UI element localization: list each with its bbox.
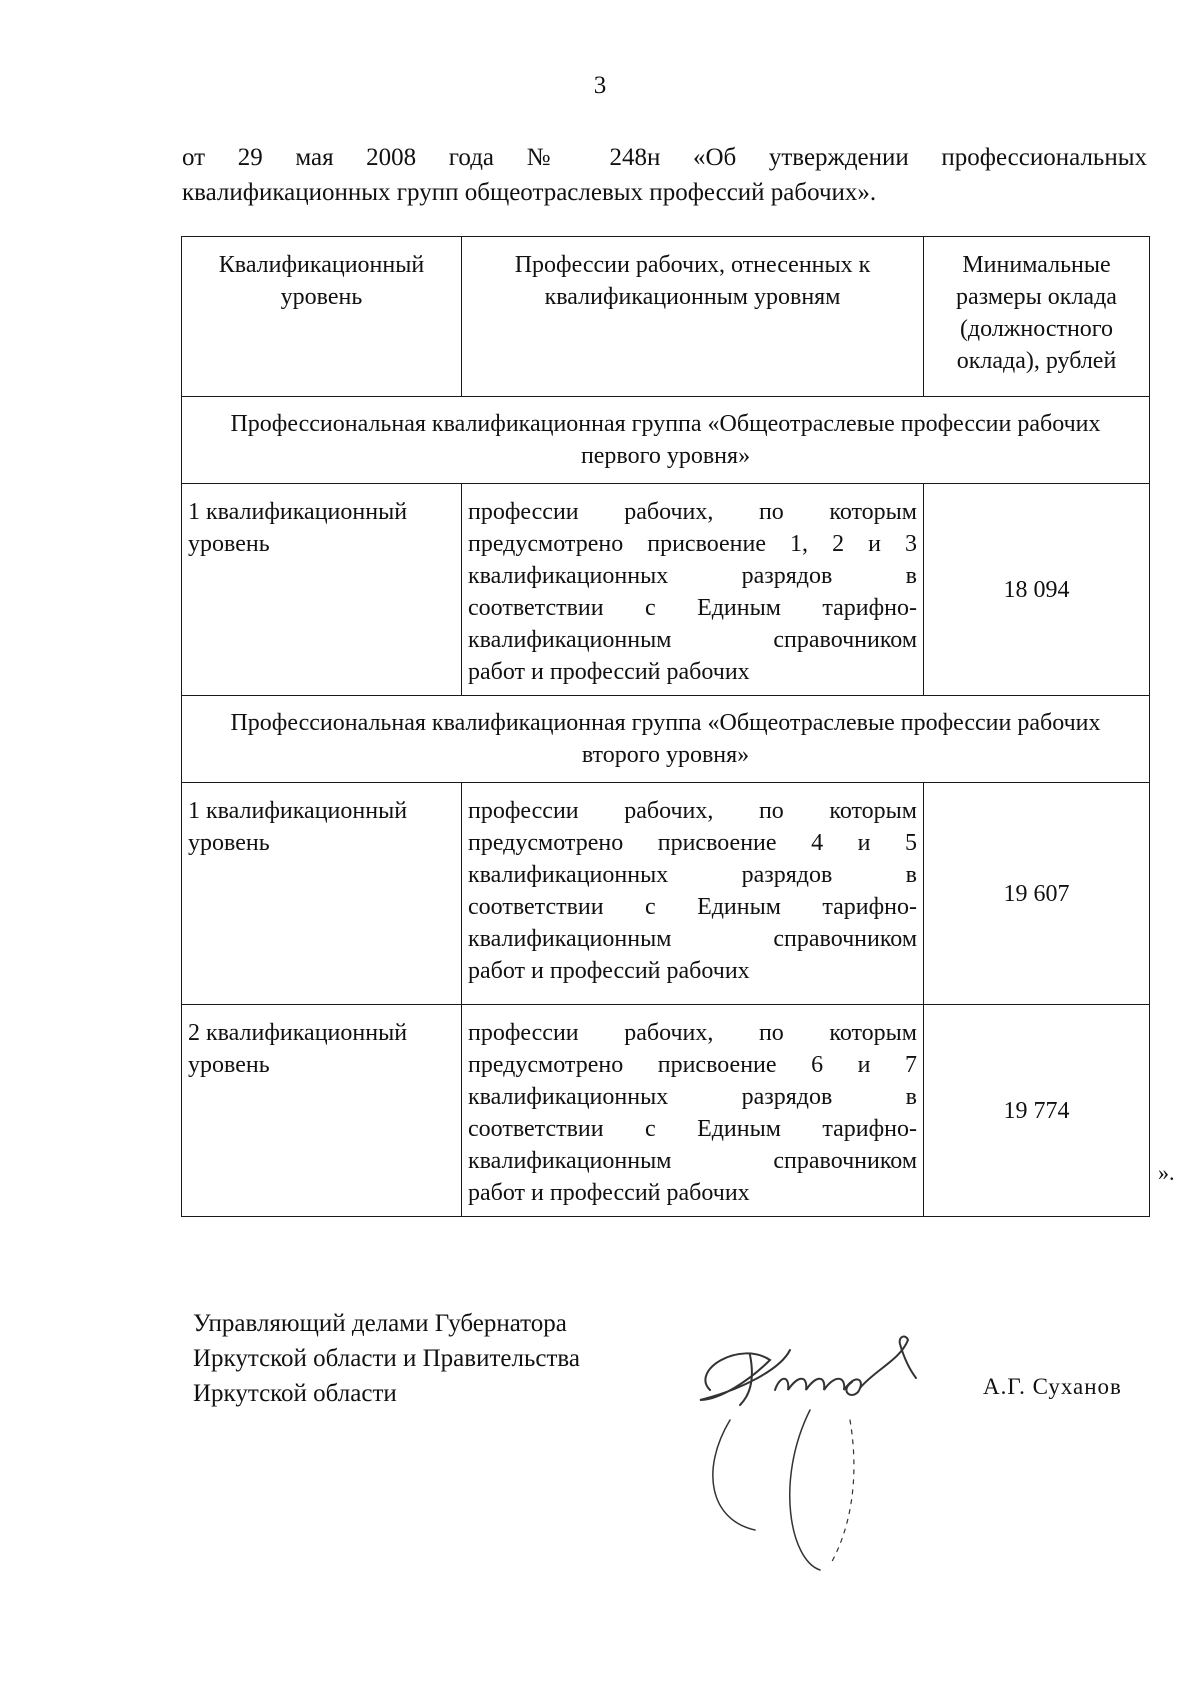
- signer-title-line-1: Управляющий делами Губернатора: [193, 1310, 567, 1337]
- group-row: [182, 696, 1150, 783]
- handwritten-signature: [680, 1330, 980, 1590]
- description-line: предусмотрено присвоение 1, 2 и 3: [468, 531, 917, 557]
- level-cell: 2 квалификационный уровень: [182, 1005, 462, 1217]
- description-line: работ и профессий рабочих: [468, 958, 750, 984]
- description-line: соответствии с Единым тарифно-: [468, 894, 917, 920]
- description-line: квалификационным справочником: [468, 627, 917, 653]
- description-line: работ и профессий рабочих: [468, 1180, 750, 1206]
- header-minimum-salary: Минимальные размеры оклада (должностного оклада), рублей: [924, 237, 1150, 397]
- table-row: [182, 484, 1150, 696]
- description-line: квалификационным справочником: [468, 926, 917, 952]
- intro-line-2: квалификационных групп общеотраслевых профессий рабочих».: [182, 179, 877, 206]
- description-line: соответствии с Единым тарифно-: [468, 1116, 917, 1142]
- description-cell: [462, 783, 924, 1005]
- description-line: профессии рабочих, по которым: [468, 1020, 917, 1046]
- intro-paragraph: [182, 140, 1147, 210]
- signer-title-block: [193, 1306, 580, 1411]
- signer-title-line-3: Иркутской области: [193, 1380, 397, 1407]
- level-cell: 1 квалификационный уровень: [182, 783, 462, 1005]
- description-line: квалификационных разрядов в: [468, 563, 917, 589]
- salary-cell: 18 094: [924, 484, 1150, 696]
- description-cell: [462, 1005, 924, 1217]
- salary-cell: 19 607: [924, 783, 1150, 1005]
- description-line: квалификационных разрядов в: [468, 862, 917, 888]
- description-cell: [462, 484, 924, 696]
- description-line: профессии рабочих, по которым: [468, 499, 917, 525]
- signer-name: А.Г. Суханов: [983, 1374, 1122, 1399]
- header-worker-professions: Профессии рабочих, отнесенных к квалификационным уровням: [462, 237, 924, 397]
- group-title-first-level: Профессиональная квалификационная группа «Общеотраслевые профессии рабочих первого уровня»: [182, 397, 1150, 484]
- description-line: квалификационным справочником: [468, 1148, 917, 1174]
- description-line: работ и профессий рабочих: [468, 659, 750, 685]
- salary-table: [181, 236, 1150, 1217]
- header-qualification-level: Квалификационный уровень: [182, 237, 462, 397]
- table-row: [182, 783, 1150, 1005]
- level-cell: 1 квалификационный уровень: [182, 484, 462, 696]
- closing-quote-mark: ».: [1158, 1160, 1175, 1185]
- group-row: [182, 397, 1150, 484]
- description-line: предусмотрено присвоение 6 и 7: [468, 1052, 917, 1078]
- description-line: предусмотрено присвоение 4 и 5: [468, 830, 917, 856]
- table-header-row: [182, 237, 1150, 397]
- description-line: профессии рабочих, по которым: [468, 798, 917, 824]
- description-line: квалификационных разрядов в: [468, 1084, 917, 1110]
- table-row: [182, 1005, 1150, 1217]
- signer-title-line-2: Иркутской области и Правительства: [193, 1345, 580, 1372]
- description-line: соответствии с Единым тарифно-: [468, 595, 917, 621]
- page-number: 3: [593, 72, 607, 99]
- group-title-second-level: Профессиональная квалификационная группа «Общеотраслевые профессии рабочих второго уровня»: [182, 696, 1150, 783]
- intro-line-1: от 29 мая 2008 года № 248н «Об утверждении профессиональных: [182, 144, 1147, 171]
- salary-cell: 19 774: [924, 1005, 1150, 1217]
